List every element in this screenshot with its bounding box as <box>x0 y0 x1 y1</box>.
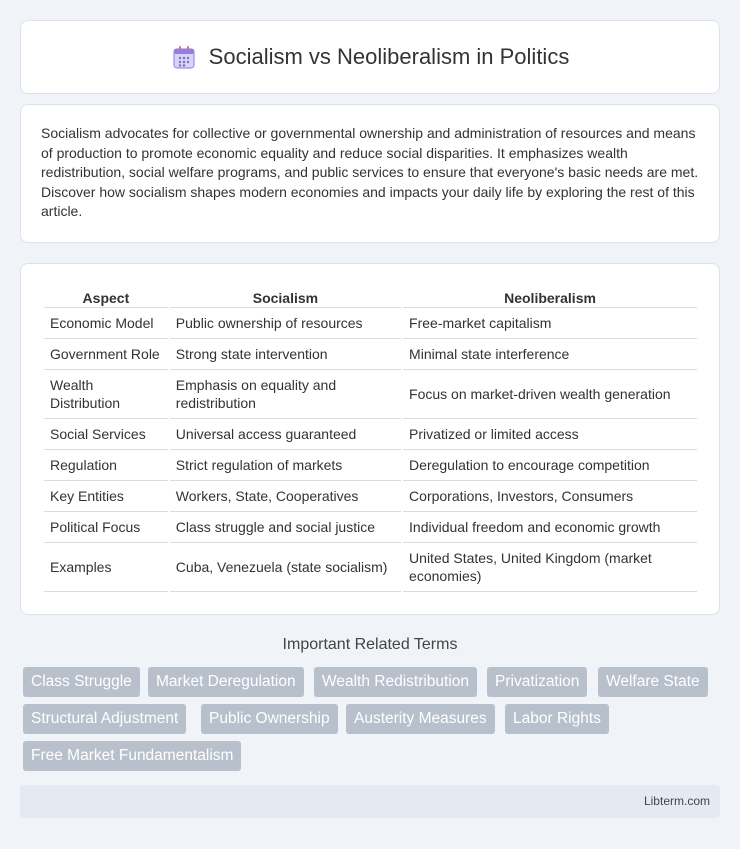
cell-neoliberalism: Corporations, Investors, Consumers <box>403 481 697 512</box>
table-row <box>44 339 697 370</box>
table-row <box>44 512 697 543</box>
tag-welfare-state[interactable]: Welfare State <box>598 667 708 697</box>
cell-aspect: Examples <box>44 543 168 592</box>
cell-socialism: Strong state intervention <box>170 339 401 370</box>
table-row <box>44 543 697 592</box>
header-card <box>20 20 720 94</box>
title-wrap <box>171 44 570 70</box>
table-row <box>44 419 697 450</box>
cell-socialism: Strict regulation of markets <box>170 450 401 481</box>
column-header-socialism: Socialism <box>170 286 401 308</box>
table-row <box>44 308 697 339</box>
comparison-table <box>42 286 699 592</box>
cell-neoliberalism: Deregulation to encourage competition <box>403 450 697 481</box>
tag-austerity-measures[interactable]: Austerity Measures <box>346 704 495 734</box>
table-row <box>44 370 697 419</box>
tag-market-deregulation[interactable]: Market Deregulation <box>148 667 304 697</box>
tag-wealth-redistribution[interactable]: Wealth Redistribution <box>314 667 477 697</box>
cell-aspect: Regulation <box>44 450 168 481</box>
intro-text: Socialism advocates for collective or governmental ownership and administration of resources and means of production to promote economic equality and reduce social disparities. It emphasizes wealth redistribution, social welfare programs, and public services to ensure that everyone's basic needs are met. Discover how socialism shapes modern economies and impacts your daily life by exploring the rest of this article. <box>41 125 699 219</box>
comparison-table-card <box>20 263 720 615</box>
tag-labor-rights[interactable]: Labor Rights <box>505 704 609 734</box>
cell-aspect: Economic Model <box>44 308 168 339</box>
cell-neoliberalism: United States, United Kingdom (market economies) <box>403 543 697 592</box>
cell-socialism: Cuba, Venezuela (state socialism) <box>170 543 401 592</box>
tag-public-ownership[interactable]: Public Ownership <box>201 704 338 734</box>
table-row <box>44 450 697 481</box>
calendar-icon <box>171 44 197 70</box>
cell-socialism: Public ownership of resources <box>170 308 401 339</box>
tag-structural-adjustment[interactable]: Structural Adjustment <box>23 704 186 734</box>
cell-socialism: Class struggle and social justice <box>170 512 401 543</box>
cell-neoliberalism: Free-market capitalism <box>403 308 697 339</box>
table-header-row <box>44 286 697 308</box>
cell-aspect: Government Role <box>44 339 168 370</box>
cell-neoliberalism: Privatized or limited access <box>403 419 697 450</box>
tag-free-market-fundamentalism[interactable]: Free Market Fundamentalism <box>23 741 241 771</box>
page-title: Socialism vs Neoliberalism in Politics <box>208 44 570 69</box>
cell-neoliberalism: Individual freedom and economic growth <box>403 512 697 543</box>
cell-socialism: Universal access guaranteed <box>170 419 401 450</box>
related-terms-title: Important Related Terms <box>282 636 458 653</box>
cell-socialism: Workers, State, Cooperatives <box>170 481 401 512</box>
intro-card <box>20 104 720 243</box>
cell-socialism: Emphasis on equality and redistribution <box>170 370 401 419</box>
tag-class-struggle[interactable]: Class Struggle <box>23 667 140 697</box>
column-header-neoliberalism: Neoliberalism <box>403 286 697 308</box>
cell-aspect: Political Focus <box>44 512 168 543</box>
cell-neoliberalism: Minimal state interference <box>403 339 697 370</box>
tag-privatization[interactable]: Privatization <box>487 667 587 697</box>
cell-neoliberalism: Focus on market-driven wealth generation <box>403 370 697 419</box>
footer <box>20 785 720 818</box>
cell-aspect: Wealth Distribution <box>44 370 168 419</box>
cell-aspect: Key Entities <box>44 481 168 512</box>
footer-site-link[interactable]: Libterm.com <box>643 794 710 808</box>
table-row <box>44 481 697 512</box>
column-header-aspect: Aspect <box>44 286 168 308</box>
cell-aspect: Social Services <box>44 419 168 450</box>
